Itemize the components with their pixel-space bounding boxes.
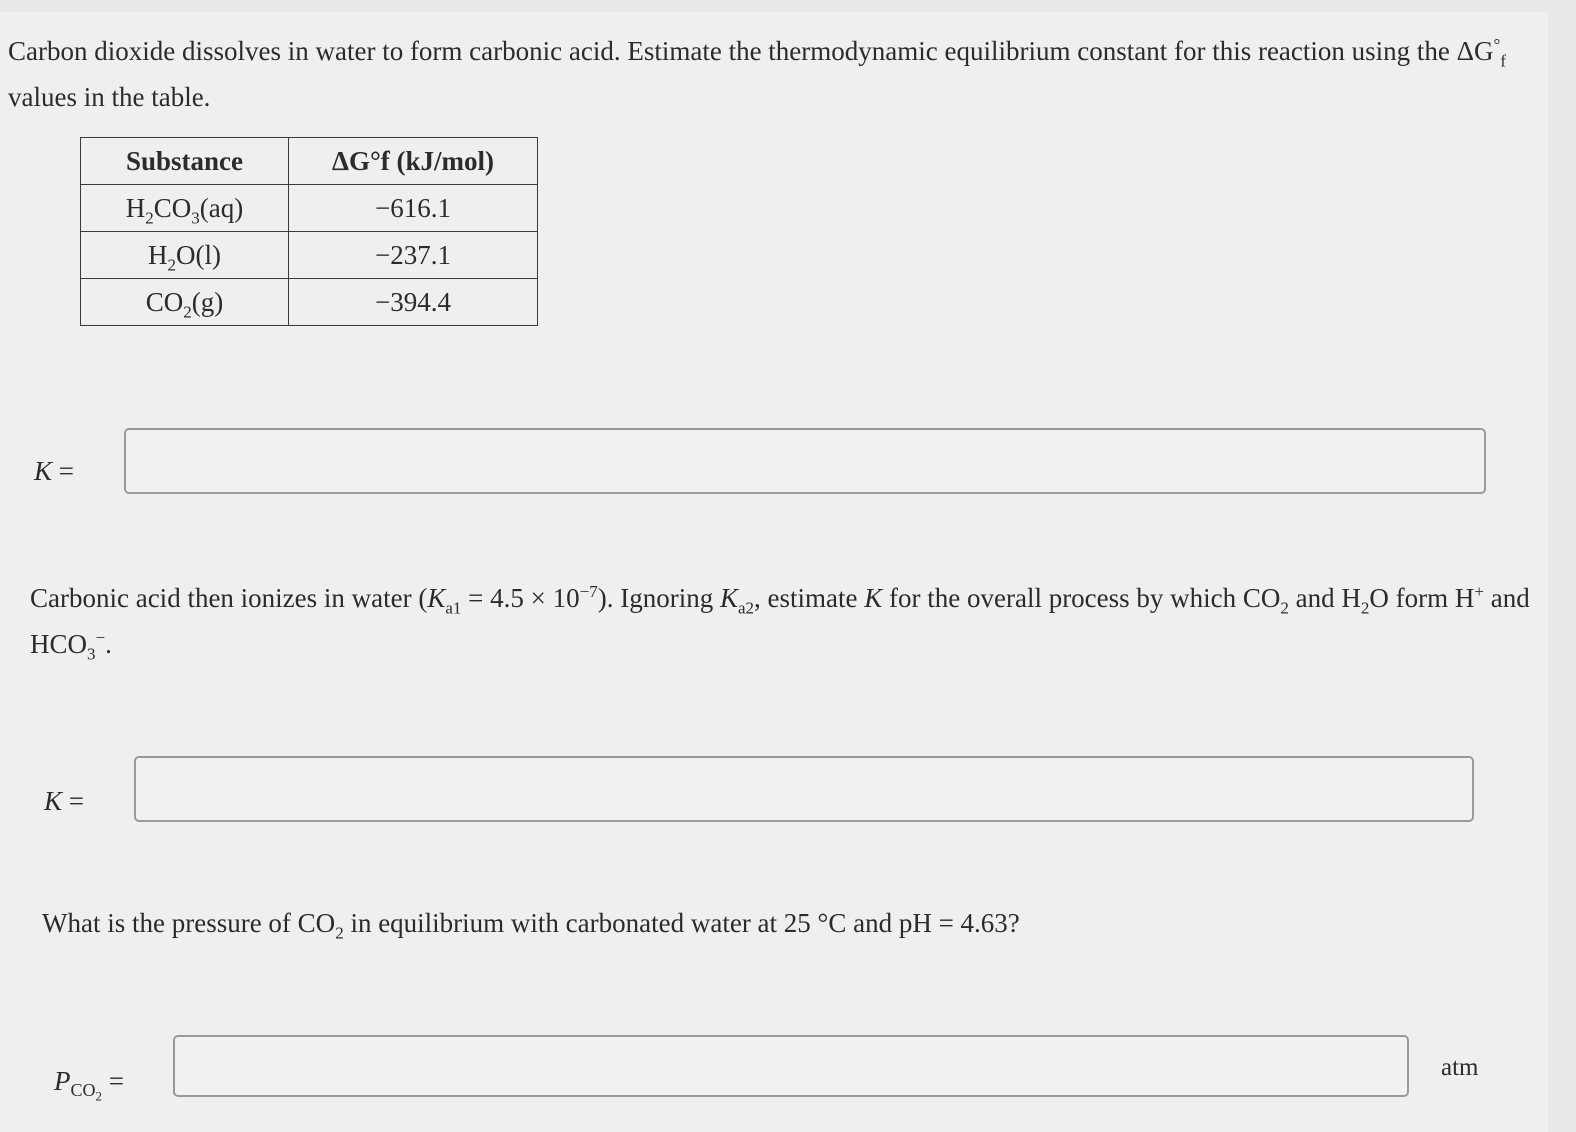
table-cell-substance: $H_2O(l)$ — [81, 232, 289, 279]
table-row — [81, 185, 538, 232]
degree-sup: ° — [1493, 35, 1501, 54]
question-3-text — [42, 900, 1542, 946]
co2-sub: 2 — [1280, 598, 1289, 618]
q2-part-f: O form H — [1369, 583, 1475, 613]
pco2-answer-input[interactable] — [173, 1035, 1409, 1097]
p-symbol: P — [54, 1066, 71, 1096]
table-cell-value: −237.1 — [289, 232, 538, 279]
question-1-text — [8, 28, 1528, 120]
table-row — [81, 279, 538, 326]
question-1-part-a: Carbon dioxide dissolves in water to form carbonic acid. Estimate the thermodynamic equilibrium constant for this reaction using the — [8, 36, 1457, 66]
k-symbol: K — [864, 583, 883, 613]
k-answer-2-input[interactable] — [134, 756, 1474, 822]
table-cell-substance: $H_2CO_3(aq)$ — [81, 185, 289, 232]
q2-part-b: ). Ignoring — [597, 583, 720, 613]
k-symbol: K — [44, 786, 63, 816]
q2-part-a: Carbonic acid then ionizes in water ( — [30, 583, 428, 613]
q2-part-e: and H — [1288, 583, 1361, 613]
ka2-symbol: K — [719, 583, 738, 613]
ka2-sub: a2 — [737, 598, 755, 618]
q2-part-g: and HCO — [30, 583, 1530, 659]
question-1-part-b: values in the table. — [8, 82, 211, 112]
k-symbol: K — [34, 456, 53, 486]
k-answer-1-input[interactable] — [124, 428, 1486, 494]
h2o-sub: 2 — [1360, 598, 1370, 618]
ka1-symbol: K — [427, 583, 446, 613]
f-sub: f — [1500, 51, 1506, 71]
delta-g-symbol — [1456, 35, 1506, 71]
hco3-sub: 3 — [87, 644, 96, 664]
table-cell-substance: $CO_2(g)$ — [81, 279, 289, 326]
equals-sign: = — [52, 456, 74, 486]
table-header-substance: Substance — [81, 138, 289, 185]
q2-part-d: for the overall process by which CO — [882, 583, 1281, 613]
equals-sign: = — [62, 786, 84, 816]
table-row — [81, 232, 538, 279]
q2-part-h: . — [105, 629, 112, 659]
ka1-value: = 4.5 × 10 — [461, 583, 580, 613]
ka1-exponent: −7 — [579, 582, 598, 601]
equals-sign: = — [102, 1066, 124, 1096]
q3-part-a: What is the pressure of CO — [42, 908, 336, 938]
k-answer-1-label — [34, 456, 74, 487]
unit-label: atm — [1441, 1054, 1479, 1081]
h-plus-sup: + — [1474, 582, 1484, 601]
q2-part-c: , estimate — [754, 583, 865, 613]
table-cell-value: −394.4 — [289, 279, 538, 326]
delta-g-text: ΔG — [1456, 36, 1494, 66]
pco2-label — [54, 1066, 124, 1104]
k-answer-2-label — [44, 786, 84, 817]
gibbs-energy-table — [80, 137, 538, 326]
hco3-sup: − — [95, 628, 106, 647]
ka1-sub: a1 — [445, 598, 462, 618]
question-2-text — [30, 575, 1530, 667]
pco2-sub-2: 2 — [95, 1088, 103, 1104]
table-header-delta-g: ΔG°f (kJ/mol) — [289, 138, 538, 185]
table-header-row — [81, 138, 538, 185]
table-cell-value: −616.1 — [289, 185, 538, 232]
q3-part-b: in equilibrium with carbonated water at 25 °C and pH = 4.63? — [343, 908, 1020, 938]
co2-sub: 2 — [335, 923, 344, 943]
pco2-sub: CO — [70, 1080, 96, 1101]
